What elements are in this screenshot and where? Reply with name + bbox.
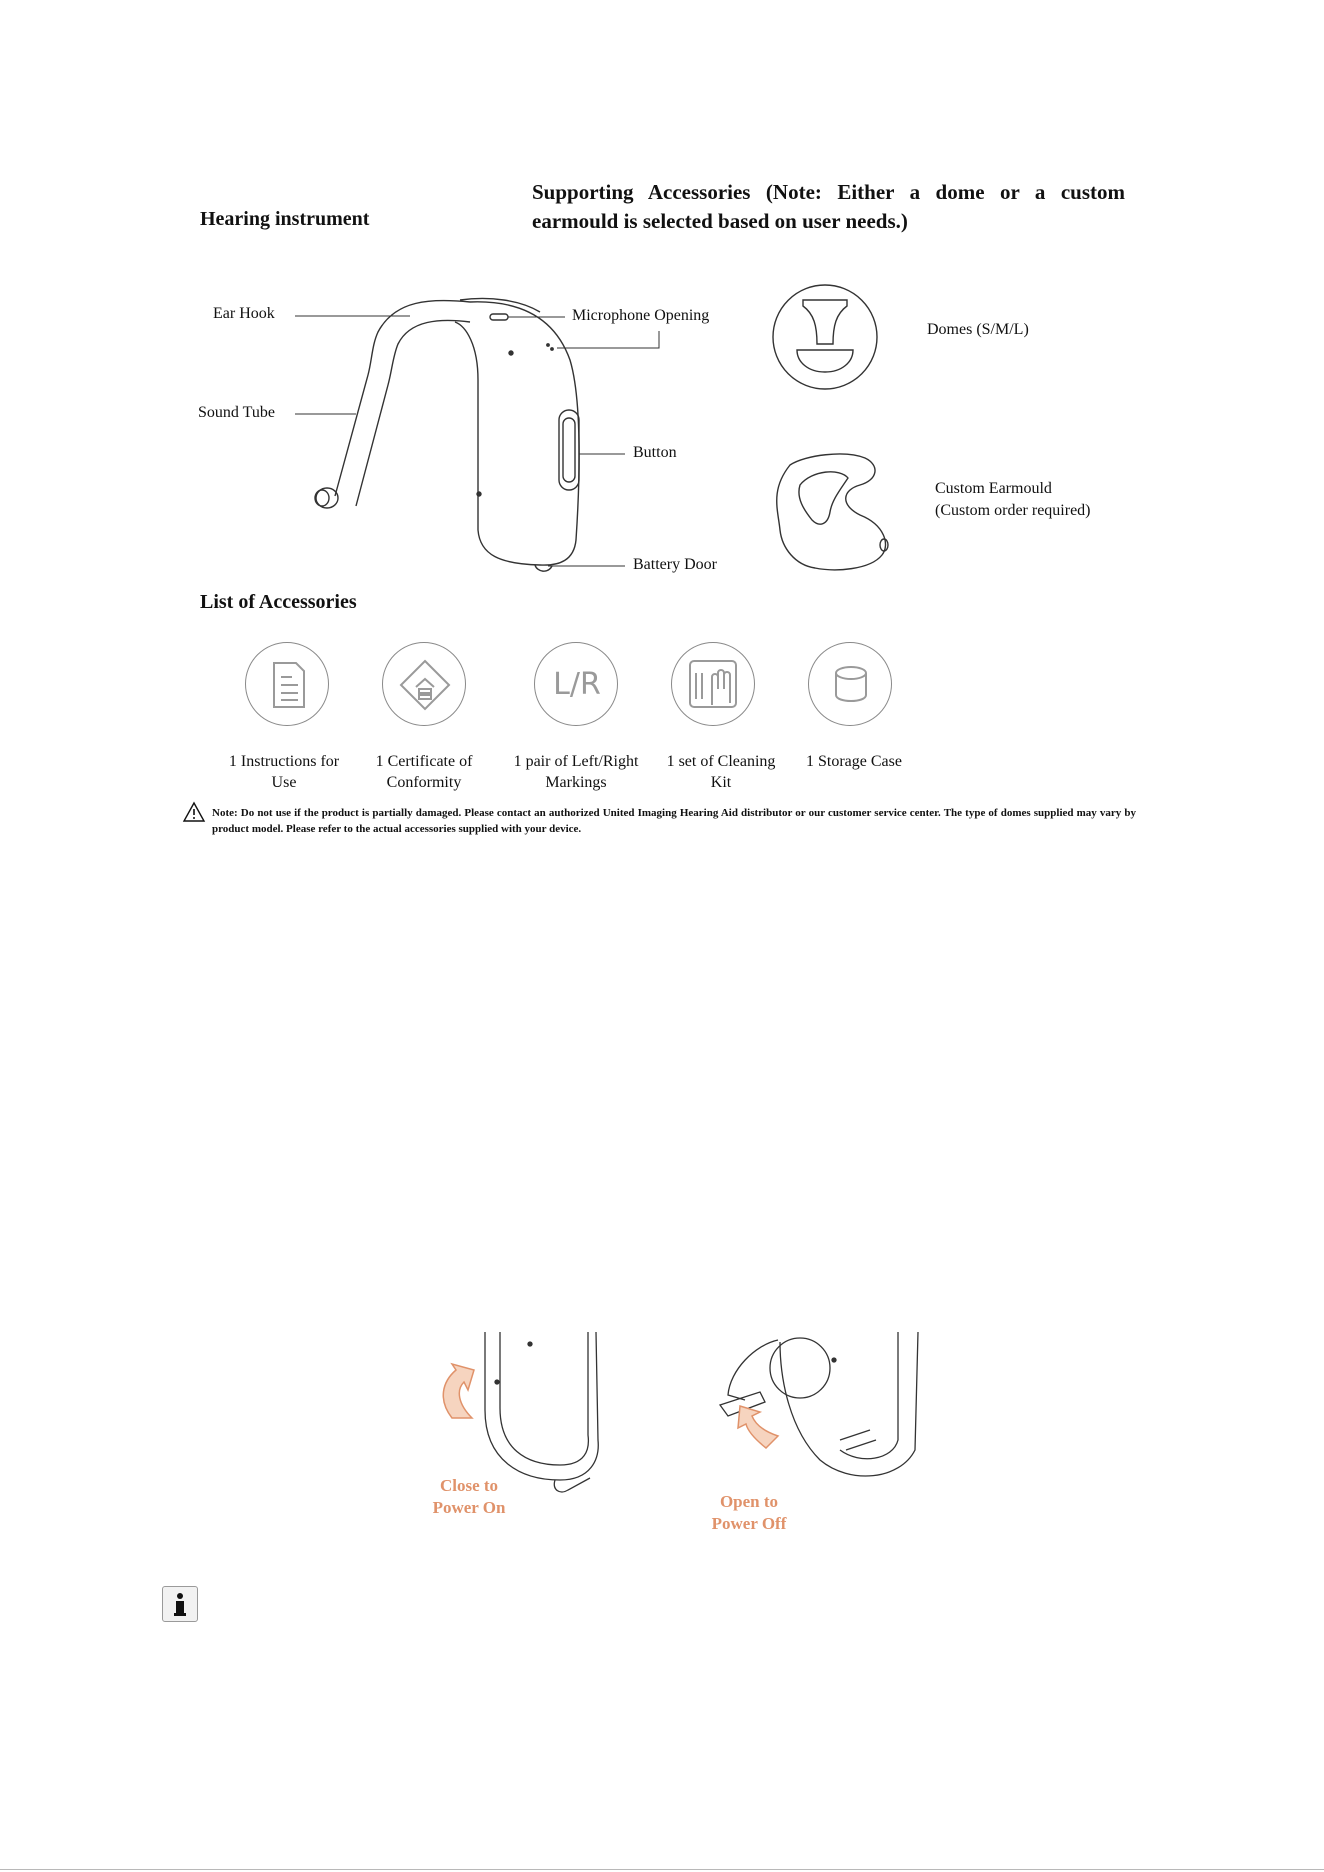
label-custom-earmould: Custom Earmould <box>935 480 1052 497</box>
heading-hearing-instrument: Hearing instrument <box>200 208 370 230</box>
accessory-circle-instructions <box>245 642 329 726</box>
accessory-label-lr-markings: 1 pair of Left/Right Markings <box>513 753 639 791</box>
certificate-icon <box>383 643 467 727</box>
accessory-circle-cleaning-kit <box>671 642 755 726</box>
accessory-label-storage-case: 1 Storage Case <box>806 753 902 770</box>
label-ear-hook: Ear Hook <box>213 305 275 322</box>
cleaning-kit-icon <box>672 643 756 727</box>
label-battery-door: Battery Door <box>633 556 717 573</box>
open-arrow-icon <box>738 1406 778 1448</box>
accessory-label-instructions: 1 Instructions for Use <box>228 753 340 791</box>
document-icon <box>246 643 330 727</box>
close-arrow-icon <box>443 1364 474 1418</box>
info-icon <box>162 1586 198 1622</box>
page-bottom-rule <box>0 1869 1324 1870</box>
earmould-illustration <box>777 454 888 570</box>
label-button: Button <box>633 444 677 461</box>
accessory-circle-certificate <box>382 642 466 726</box>
label-microphone-opening: Microphone Opening <box>572 307 710 324</box>
storage-case-icon <box>809 643 893 727</box>
accessory-label-cleaning-kit: 1 set of Cleaning Kit <box>666 753 776 791</box>
heading-supporting-accessories: Supporting Accessories (Note: Either a dome or a custom earmould is selected based on user needs.) <box>532 180 1125 233</box>
close-to-power-on-label: Close to Power On <box>432 1476 506 1517</box>
label-domes: Domes (S/M/L) <box>927 321 1029 338</box>
warning-icon <box>183 802 205 822</box>
open-to-power-off-label: Open to Power Off <box>711 1492 787 1533</box>
warning-note: Note: Do not use if the product is partially damaged. Please contact an authorized United Imaging Hearing Aid distributor or our customer service center. The type of domes supplied may vary by product model. Please refer to the actual accessories supplied with your device. <box>212 807 1136 835</box>
heading-list-of-accessories: List of Accessories <box>200 591 357 613</box>
accessory-circle-lr-markings <box>534 642 618 726</box>
accessory-circle-storage-case <box>808 642 892 726</box>
label-sound-tube: Sound Tube <box>198 404 275 421</box>
lr-markings-icon: L/R <box>553 667 601 702</box>
label-custom-order-required: (Custom order required) <box>935 502 1091 519</box>
accessory-label-certificate: 1 Certificate of Conformity <box>375 753 473 791</box>
power-diagram <box>0 1320 1324 1620</box>
dome-illustration <box>773 285 877 389</box>
